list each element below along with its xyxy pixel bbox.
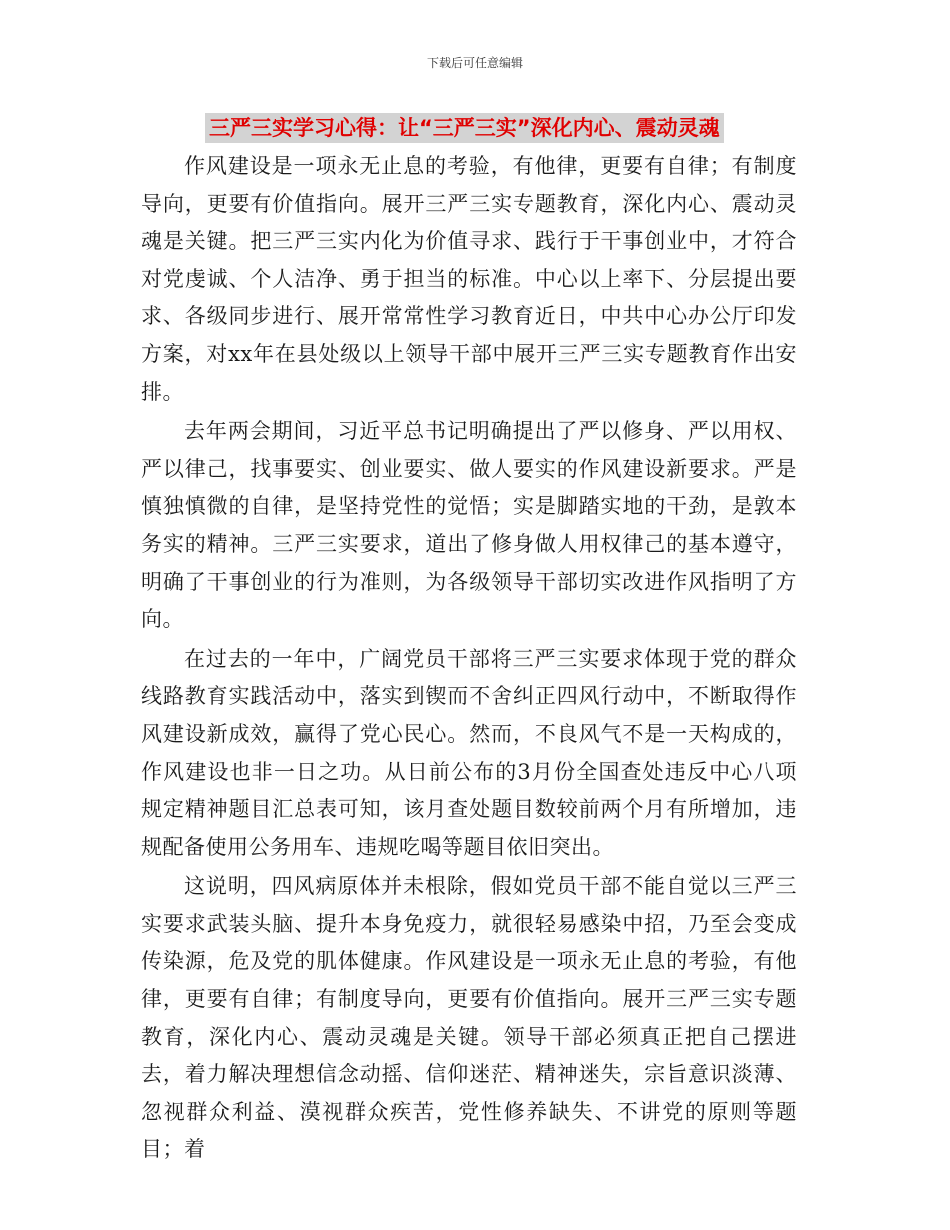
header-note: 下载后可任意编辑: [426, 56, 523, 70]
document-title: 三严三实学习心得：让“三严三实”深化内心、震动灵魂: [205, 113, 724, 143]
paragraph: 作风建设是一项永无止息的考验，有他律，更要有自律；有制度导向，更要有价值指向。展开三严三实专题教育，深化内心、震动灵魂是关键。把三严三实内化为价值寻求、践行于干事创业中，才符合对党虔诚、个人洁净、勇于担当的标准。中心以上率下、分层提出要求、各级同步进行、展开常常性学习教育近日，中共中心办公厅印发方案，对xx年在县处级以上领导干部中展开三严三实专题教育作出安排。: [141, 154, 797, 404]
paragraph: 这说明，四风病原体并未根除，假如党员干部不能自觉以三严三实要求武装头脑、提升本身免疫力，就很轻易感染中招，乃至会变成传染源，危及党的肌体健康。作风建设是一项永无止息的考验，有他律，更要有自律；有制度导向，更要有价值指向。展开三严三实专题教育，深化内心、震动灵魂是关键。领导干部必须真正把自己摆进去，着力解决理想信念动摇、信仰迷茫、精神迷失，宗旨意识淡薄、忽视群众利益、漠视群众疾苦，党性修养缺失、不讲党的原则等题目；着: [141, 874, 797, 1162]
document-body: [141, 148, 797, 1171]
paragraph: 在过去的一年中，广阔党员干部将三严三实要求体现于党的群众线路教育实践活动中，落实到锲而不舍纠正四风行动中，不断取得作风建设新成效，赢得了党心民心。然而，不良风气不是一天构成的，作风建设也非一日之功。从日前公布的3月份全国查处违反中心八项规定精神题目汇总表可知，该月查处题目数较前两个月有所增加，违规配备使用公务用车、违规吃喝等题目依旧突出。: [141, 646, 797, 859]
paragraph: 去年两会期间，习近平总书记明确提出了严以修身、严以用权、严以律己，找事要实、创业要实、做人要实的作风建设新要求。严是慎独慎微的自律，是坚持党性的觉悟；实是脚踏实地的干劲，是敦本务实的精神。三严三实要求，道出了修身做人用权律己的基本遵守，明确了干事创业的行为准则，为各级领导干部切实改进作风指明了方向。: [141, 419, 797, 632]
